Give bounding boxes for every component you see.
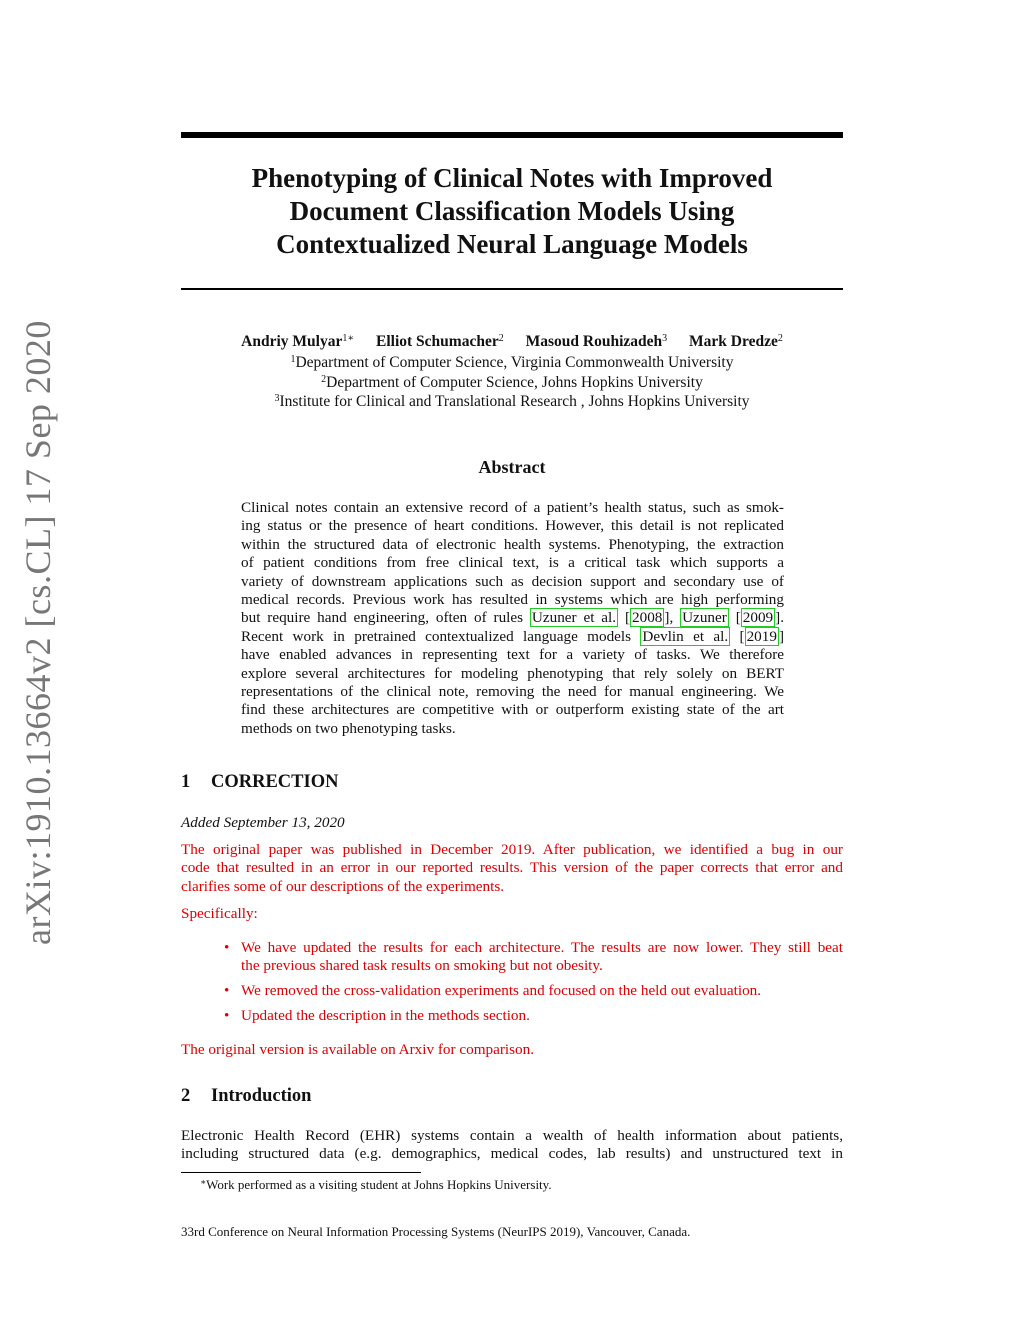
- arxiv-identifier: arXiv:1910.13664v2 [cs.CL] 17 Sep 2020: [18, 320, 58, 945]
- abstract-line: find these architectures are competitive with or outperform existing state of the art: [241, 701, 784, 719]
- abstract-line: within the structured data of electronic health systems. Phenotyping, the extraction: [241, 535, 784, 553]
- author: Elliot Schumacher$^2$: [376, 333, 504, 350]
- author-list: [160, 332, 864, 352]
- correction-date: Added September 13, 2020: [181, 814, 345, 831]
- list-item: • We have updated the results for each architecture. The results are now lower. They still beat the previous shared task results on smoking but not obesity.: [224, 939, 843, 975]
- specifically-label: Specifically:: [181, 905, 258, 922]
- paragraph-line: clarifies some of our descriptions of the experiments.: [181, 877, 505, 895]
- citation-year-link[interactable]: 2008: [632, 609, 663, 627]
- author: Andriy Mulyar$^{1∗}$: [241, 333, 355, 350]
- title-line: Document Classification Models Using: [289, 196, 735, 226]
- author: Mark Dredze$^2$: [689, 333, 783, 350]
- abstract-line: Clinical notes contain an extensive record of a patient’s health status, such as smok-: [241, 499, 784, 516]
- abstract-line: representations of the clinical note, removing the need for manual engineering. We: [241, 683, 784, 701]
- title-top-rule: [181, 132, 843, 138]
- paragraph-line: code that resulted in an error in our reported results. This version of the paper corrects that error and: [181, 859, 843, 877]
- introduction-paragraph: [181, 1127, 843, 1164]
- list-item: • Updated the description in the methods section.: [224, 1007, 530, 1025]
- abstract-line: variety of downstream applications such as decision support and secondary use of: [241, 572, 784, 590]
- abstract-line: medical records. Previous work has resulted in systems which are high performing: [241, 591, 784, 609]
- affiliation: $^3$Institute for Clinical and Translational Research , Johns Hopkins University: [274, 393, 750, 410]
- citation-link[interactable]: Uzuner: [682, 609, 727, 627]
- title-line: Phenotyping of Clinical Notes with Improved: [251, 163, 773, 193]
- citation-year-link[interactable]: 2019: [746, 627, 777, 645]
- abstract-body: [241, 499, 784, 738]
- title-bottom-rule: [181, 288, 843, 290]
- paper-title: [181, 162, 843, 261]
- abstract-line: of patient conditions from free clinical text, is a critical task which supports a: [241, 554, 784, 572]
- section-heading-introduction: 2 Introduction: [181, 1086, 312, 1106]
- bullet-icon: •: [224, 1007, 230, 1025]
- citation-link[interactable]: Devlin et al.: [642, 627, 729, 645]
- paragraph-line: including structured data (e.g. demographics, medical codes, lab results) and unstructured text in: [181, 1145, 843, 1163]
- paragraph-line: The original paper was published in December 2019. After publication, we identified a bug in our: [181, 841, 843, 858]
- author: Masoud Rouhizadeh$^3$: [525, 333, 668, 350]
- original-version-note: The original version is available on Arxiv for comparison.: [181, 1041, 535, 1058]
- footnote-rule: [181, 1172, 421, 1173]
- venue-footer: 33rd Conference on Neural Information Processing Systems (NeurIPS 2019), Vancouver, Canada.: [181, 1224, 691, 1239]
- abstract-line: Recent work in pretrained contextualized language models Devlin et al. [ 2019 ]: [241, 627, 784, 645]
- affiliations: [160, 353, 864, 412]
- abstract-line: ing status or the presence of heart conditions. However, this detail is not replicated: [241, 517, 784, 535]
- citation-year-link[interactable]: 2009: [742, 609, 774, 627]
- paragraph-line: Electronic Health Record (EHR) systems contain a wealth of health information about patients,: [181, 1127, 843, 1144]
- abstract-line: but require hand engineering, often of rules Uzuner et al. [ 2008 ], Uzuner [ 2009 ].: [241, 609, 784, 627]
- affiliation: $^1$Department of Computer Science, Virginia Commonwealth University: [290, 354, 734, 371]
- citation-link[interactable]: Uzuner et al.: [531, 609, 617, 627]
- footnote: ∗Work performed as a visiting student at Johns Hopkins University.: [200, 1177, 552, 1192]
- list-item: • We removed the cross-validation experiments and focused on the held out evaluation.: [224, 982, 762, 1000]
- section-heading-correction: 1 CORRECTION: [181, 772, 339, 792]
- correction-bullet-list: [221, 939, 843, 1032]
- abstract-heading: Abstract: [478, 457, 546, 477]
- bullet-icon: •: [224, 982, 230, 1000]
- affiliation: $^2$Department of Computer Science, Johns Hopkins University: [321, 373, 703, 391]
- correction-paragraph: [181, 841, 843, 896]
- abstract-line: have enabled advances in representing text for a variety of tasks. We therefore: [241, 646, 784, 664]
- abstract-line: methods on two phenotyping tasks.: [241, 719, 456, 737]
- abstract-line: explore several architectures for modeling phenotyping that rely solely on BERT: [241, 664, 784, 682]
- title-line: Contextualized Neural Language Models: [276, 229, 748, 259]
- bullet-icon: •: [224, 939, 230, 956]
